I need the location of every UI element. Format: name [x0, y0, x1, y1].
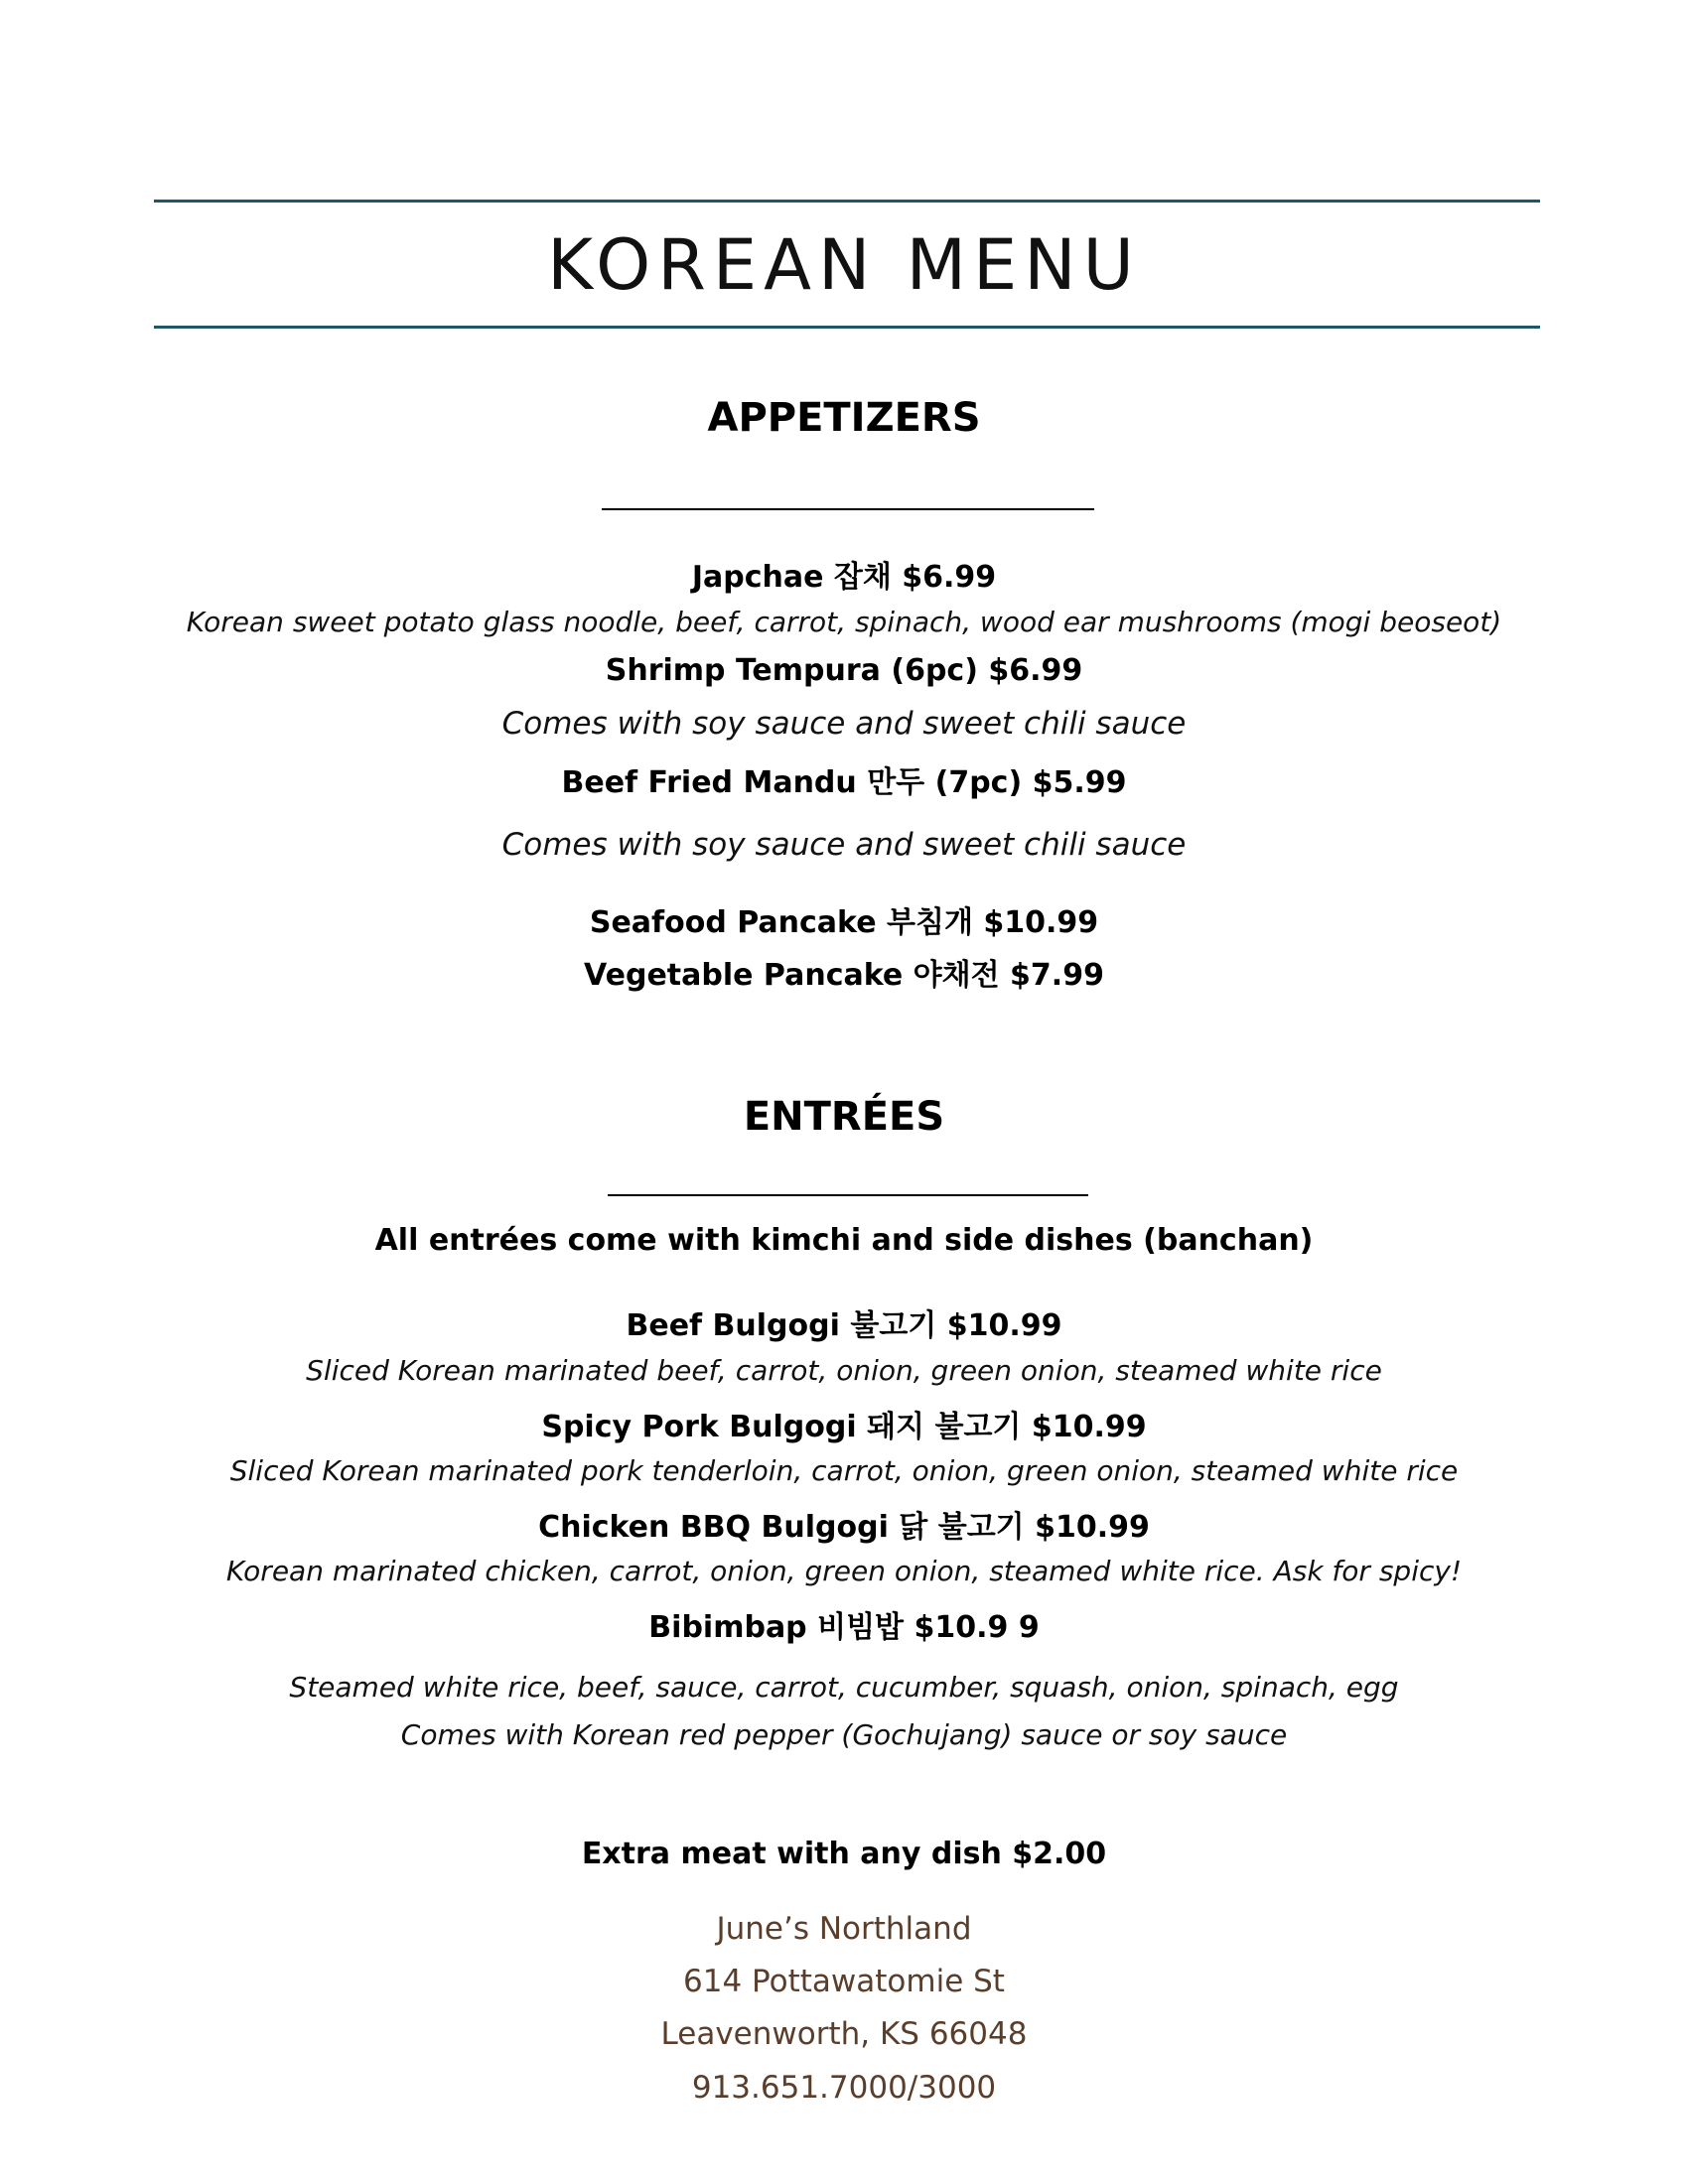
menu-item-bibimbap-description: Steamed white rice, beef, sauce, carrot, cucumber, squash, onion, spinach, egg: [289, 1671, 1399, 1704]
menu-item-chicken-bbq-bulgogi-description: Korean marinated chicken, carrot, onion, green onion, steamed white rice. Ask for spicy!: [225, 1555, 1463, 1587]
menu-item-bibimbap-sauce-note: Comes with Korean red pepper (Gochujang) sauce or soy sauce: [400, 1718, 1288, 1751]
menu-item-shrimp-tempura: Shrimp Tempura (6pc) $6.99: [605, 653, 1083, 688]
menu-item-chicken-bbq-bulgogi: Chicken BBQ Bulgogi 닭 불고기 $10.99: [538, 1510, 1150, 1545]
menu-item-japchae: Japchae 잡채 $6.99: [691, 560, 997, 595]
menu-item-beef-bulgogi: Beef Bulgogi 불고기 $10.99: [626, 1308, 1062, 1343]
title-bottom-rule: [154, 326, 1540, 329]
menu-item-japchae-description: Korean sweet potato glass noodle, beef, carrot, spinach, wood ear mushrooms (mogi beoseot): [186, 606, 1502, 638]
restaurant-phone: 913.651.7000/3000: [691, 2070, 997, 2106]
page-title: KOREAN MENU: [547, 224, 1141, 306]
menu-item-spicy-pork-bulgogi-description: Sliced Korean marinated pork tenderloin, carrot, onion, green onion, steamed white rice: [229, 1454, 1459, 1487]
title-top-rule: [154, 200, 1540, 203]
menu-item-shrimp-tempura-description: Comes with soy sauce and sweet chili sauce: [501, 706, 1187, 742]
menu-item-bibimbap: Bibimbap 비빔밥 $10.9 9: [648, 1610, 1040, 1645]
appetizers-underline: [602, 508, 1094, 510]
restaurant-name: June’s Northland: [716, 1911, 972, 1947]
menu-item-vegetable-pancake: Vegetable Pancake 야채전 $7.99: [584, 958, 1104, 993]
restaurant-street: 614 Pottawatomie St: [683, 1964, 1005, 1999]
entrees-heading: ENTRÉES: [743, 1094, 945, 1140]
menu-item-beef-bulgogi-description: Sliced Korean marinated beef, carrot, onion, green onion, steamed white rice: [306, 1354, 1382, 1387]
restaurant-city: Leavenworth, KS 66048: [660, 2016, 1028, 2052]
menu-item-beef-fried-mandu-description: Comes with soy sauce and sweet chili sauce: [501, 827, 1187, 863]
appetizers-heading: APPETIZERS: [707, 395, 981, 441]
menu-item-beef-fried-mandu: Beef Fried Mandu 만두 (7pc) $5.99: [561, 765, 1127, 800]
menu-item-spicy-pork-bulgogi: Spicy Pork Bulgogi 돼지 불고기 $10.99: [541, 1410, 1147, 1444]
menu-item-seafood-pancake: Seafood Pancake 부침개 $10.99: [589, 905, 1099, 940]
entrees-note: All entrées come with kimchi and side dishes (banchan): [374, 1223, 1314, 1258]
extra-meat-note: Extra meat with any dish $2.00: [581, 1837, 1107, 1871]
entrees-underline: [608, 1194, 1088, 1196]
